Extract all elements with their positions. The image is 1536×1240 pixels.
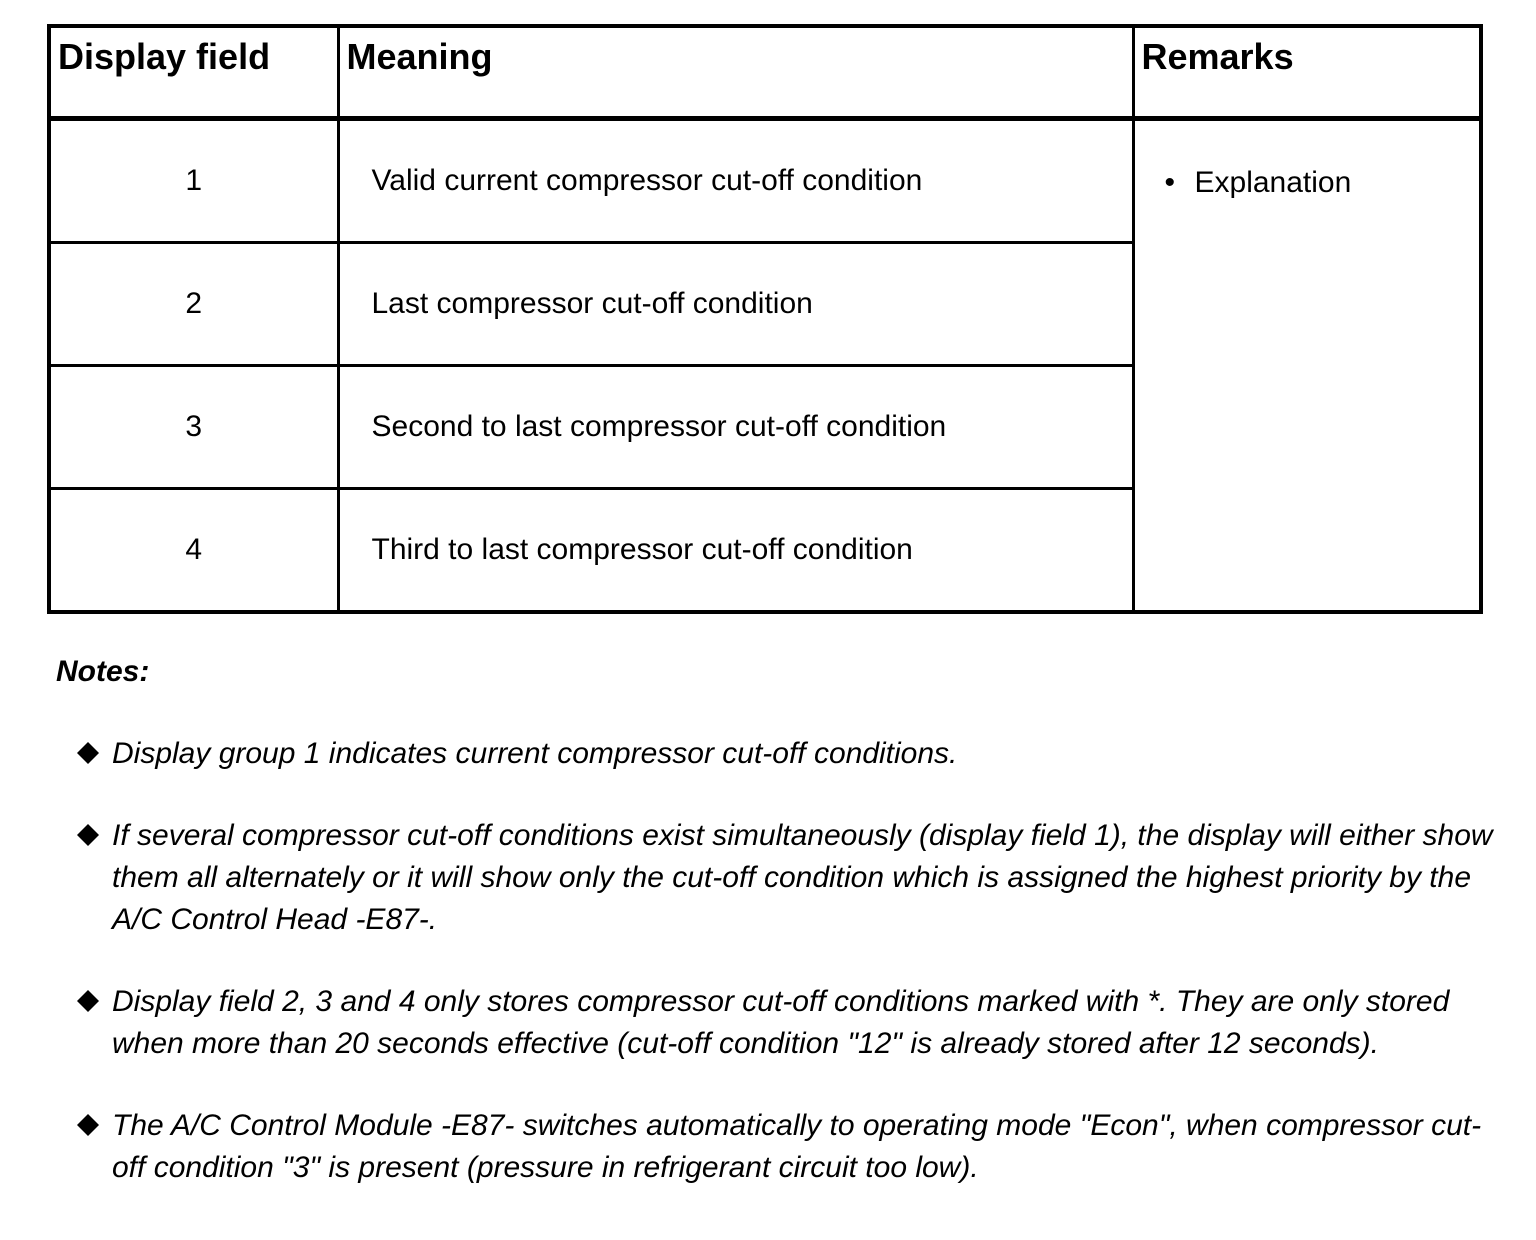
header-display-field: Display field	[49, 26, 338, 119]
diamond-bullet-icon	[76, 741, 100, 765]
note-item	[56, 1105, 1506, 1189]
display-field-cell: 1	[49, 119, 338, 243]
display-field-cell: 2	[49, 243, 338, 366]
header-meaning: Meaning	[338, 26, 1133, 119]
diamond-bullet-icon	[76, 823, 100, 847]
note-item	[56, 733, 1506, 775]
display-field-cell: 3	[49, 366, 338, 489]
remarks-cell	[1133, 119, 1481, 613]
note-text: If several compressor cut-off conditions exist simultaneously (display field 1), the display will either show them all alternately or it will show only the cut-off condition which is assigned the highest priority by the A/C Control Head -E87-.	[112, 819, 1493, 936]
header-remarks: Remarks	[1133, 26, 1481, 119]
meaning-cell: Third to last compressor cut-off condition	[338, 489, 1133, 613]
meaning-cell: Last compressor cut-off condition	[338, 243, 1133, 366]
diamond-bullet-icon	[76, 1113, 100, 1137]
notes-title: Notes:	[56, 655, 150, 688]
notes-section	[56, 655, 1506, 1229]
table-row	[49, 119, 1481, 243]
meaning-cell: Second to last compressor cut-off condition	[338, 366, 1133, 489]
note-item	[56, 981, 1506, 1065]
note-text: Display group 1 indicates current compressor cut-off conditions.	[112, 737, 958, 770]
note-item	[56, 815, 1506, 941]
note-text: The A/C Control Module -E87- switches automatically to operating mode "Econ", when compressor cut-off condition "3" is present (pressure in refrigerant circuit too low).	[112, 1109, 1482, 1184]
display-field-cell: 4	[49, 489, 338, 613]
table-header-row	[49, 26, 1481, 119]
meaning-cell: Valid current compressor cut-off condition	[338, 119, 1133, 243]
remarks-text: Explanation	[1194, 166, 1352, 199]
diamond-bullet-icon	[76, 989, 100, 1013]
note-text: Display field 2, 3 and 4 only stores compressor cut-off conditions marked with *. They are only stored when more than 20 seconds effective (cut-off condition "12" is already stored after 12 seconds).	[112, 985, 1450, 1060]
compressor-cutoff-table	[47, 24, 1483, 614]
remarks-bullet: •	[1164, 166, 1176, 199]
